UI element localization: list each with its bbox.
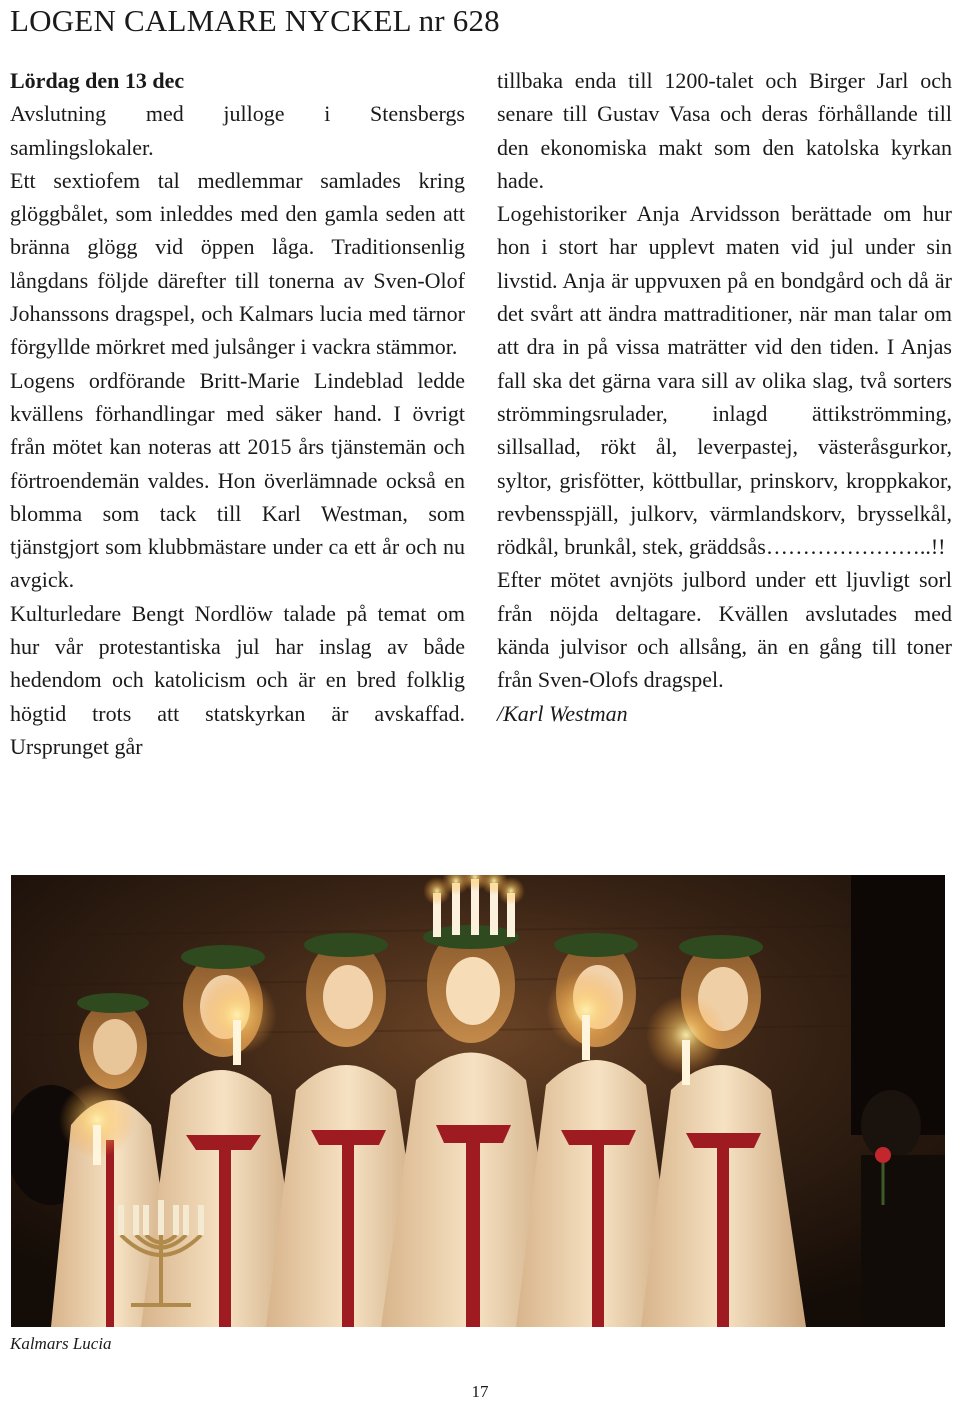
newsletter-title: LOGEN CALMARE NYCKEL nr 628 — [10, 3, 500, 38]
lucia-procession-image — [11, 875, 945, 1327]
article-left-column — [10, 64, 465, 763]
article-paragraph: Avslutning med julloge i Stensbergs samlingslokaler. — [10, 101, 465, 160]
article-paragraph: Logens ordförande Britt-Marie Lindeblad ledde kvällens förhandlingar med säker hand. I övrigt från mötet kan noteras att 2015 års tjänstemän och förtroendemän valdes. Hon överlämnade också en blomma som tack till Karl Westman, som tjänstgjort som klubbmästare under ca ett år och nu avgick. — [10, 367, 465, 593]
article-paragraph: tillbaka enda till 1200-talet och Birger Jarl och senare till Gustav Vasa och deras förhållande till den ekonomiska makt som den katolska kyrkan hade. — [497, 68, 952, 193]
article-right-column — [497, 64, 952, 730]
article-paragraph: Logehistoriker Anja Arvidsson berättade om hur hon i stort har upplevt maten vid jul under sin livstid. Anja är uppvuxen på en bondgård och då är det svårt att ändra mattraditioner, när man talar om att dra in på vissa maträtter vid den tiden. I Anjas fall ska det gärna vara sill av olika slag, två sorters strömmingsrulader, inlagd ättikströmming, sillsallad, rökt ål, leverpastej, västeråsgurkor, syltor, grisfötter, köttbullar, prinskorv, kroppkakor, revbensspjäll, julkorv, värmlandskorv, brysselkål, rödkål, brunkål, stek, gräddsås…………………..!! — [497, 201, 952, 560]
photo-caption: Kalmars Lucia — [10, 1334, 112, 1353]
article-date-heading: Lördag den 13 dec — [10, 68, 185, 93]
page-number: 17 — [471, 1382, 489, 1401]
lucia-photo — [11, 875, 945, 1327]
article-paragraph: Ett sextiofem tal medlemmar samlades kring glöggbålet, som inleddes med den gamla seden att bränna glögg vid öppen låga. Traditionsenlig långdans följde därefter till tonerna av Sven-Olof Johanssons dragspel, och Kalmars lucia med tärnor förgyllde mörkret med julsånger i vackra stämmor. — [10, 167, 465, 360]
article-signature: /Karl Westman — [497, 700, 628, 726]
article-paragraph: Kulturledare Bengt Nordlöw talade på temat om hur vår protestantiska jul har inslag av både hedendom och katolicism och är en bred folklig högtid trots att statskyrkan är avskaffad. Ursprunget går — [10, 600, 465, 759]
article-paragraph: Efter mötet avnjöts julbord under ett ljuvligt sorl från nöjda deltagare. Kvällen avslutades med kända julvisor och allsång, än en gång till toner från Sven-Olofs dragspel. — [497, 567, 952, 693]
